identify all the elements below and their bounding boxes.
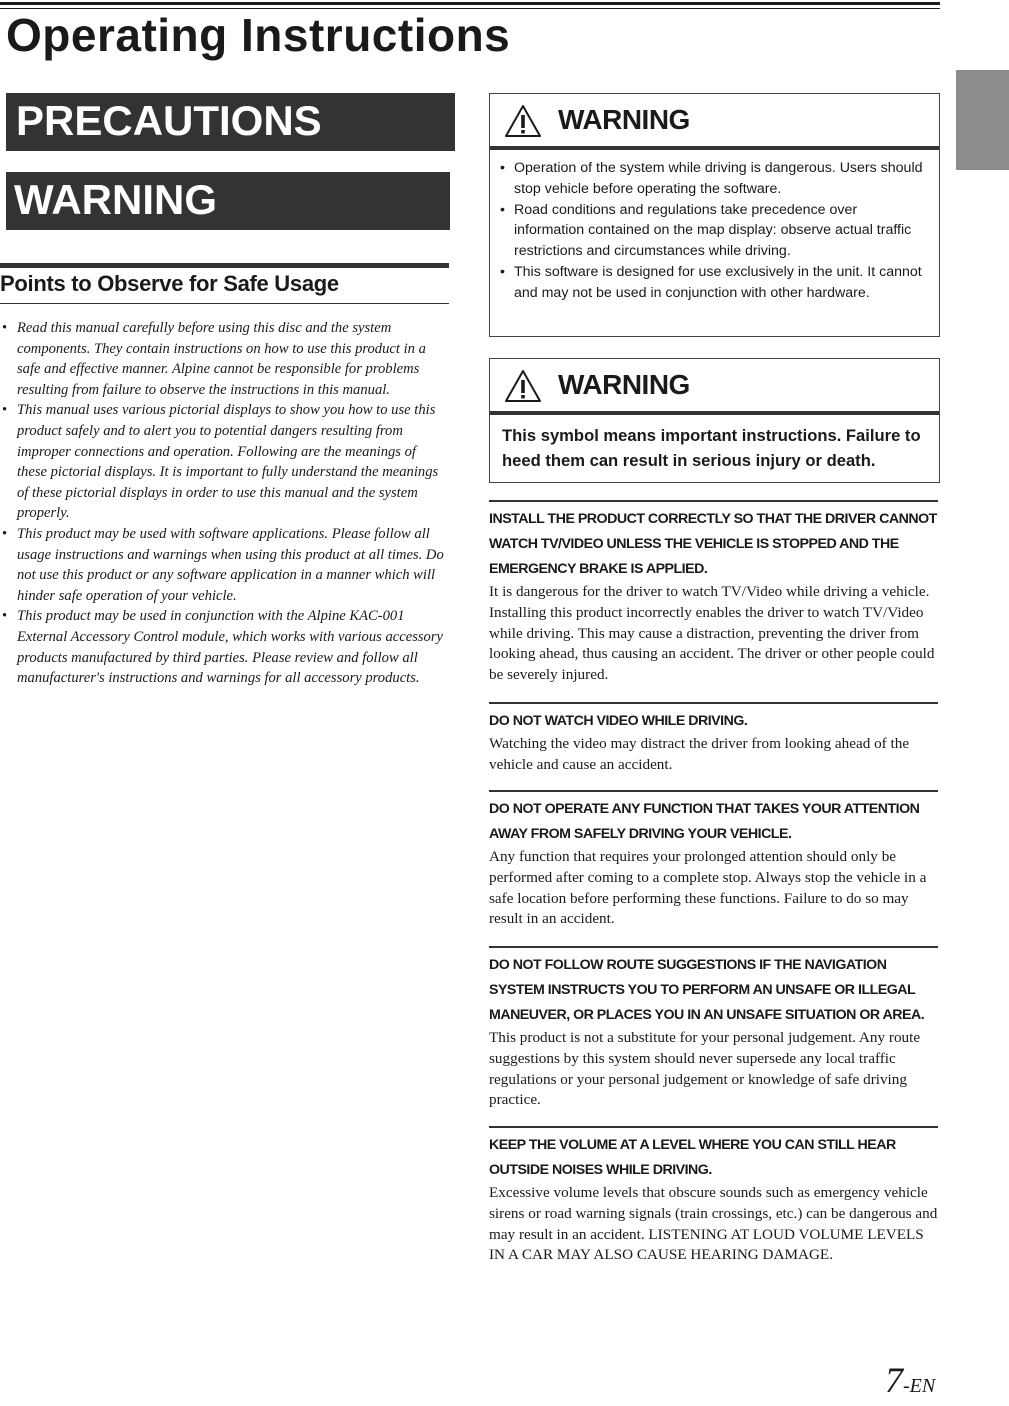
page-number-value: 7 <box>885 1360 903 1400</box>
warning-banner: WARNING <box>6 172 450 230</box>
section-heading: INSTALL THE PRODUCT CORRECTLY SO THAT THE DRIVER CANNOT WATCH TV/VIDEO UNLESS THE VEHICLE IS STOPPED AND THE EMERGENCY BRAKE IS APPLIED. <box>489 511 937 577</box>
page-title: Operating Instructions <box>6 9 511 61</box>
list-item: • Operation of the system while driving is dangerous. Users should stop vehicle before operating the software. <box>514 158 929 200</box>
section-body: This product is not a substitute for your personal judgement. Any route suggestions by this system should never supersede any local traffic regulations or your personal judgement or knowledge of safe driving practice. <box>489 1029 921 1109</box>
warning-symbol-text: This symbol means important instructions. Failure to heed them can result in serious injury or death. <box>502 426 921 470</box>
list-item: • Road conditions and regulations take precedence over information contained on the map display: observe actual traffic restrictions and circumstances while driving. <box>514 200 929 262</box>
list-item: • This product may be used in conjunction with the Alpine KAC-001 External Accessory Control module, which works with various accessory products manufactured by third parties. Please review and follow all manufacturer's instructions and warnings for all accessory products. <box>0 606 449 688</box>
safe-usage-list <box>0 318 449 689</box>
page-number <box>885 1360 935 1406</box>
section-heading: DO NOT OPERATE ANY FUNCTION THAT TAKES YOUR ATTENTION AWAY FROM SAFELY DRIVING YOUR VEHICLE. <box>489 801 920 842</box>
section-no-distraction <box>489 790 938 930</box>
warning-box-header <box>490 359 939 415</box>
section-install <box>489 500 938 686</box>
precautions-banner: PRECAUTIONS <box>6 93 455 151</box>
section-heading: DO NOT WATCH VIDEO WHILE DRIVING. <box>489 713 748 729</box>
section-no-video <box>489 702 938 776</box>
list-item: • This manual uses various pictorial displays to show you how to use this product safely and to alert you to potential dangers resulting from improper connections and operation. Following are the meanings of these pictorial displays. It is important to fully understand the meanings of these pictorial displays in order to use this manual and the system properly. <box>0 400 449 524</box>
section-side-tab <box>956 70 1009 170</box>
list-item: • Read this manual carefully before using this disc and the system components. They contain instructions on how to use this product in a safe and effective manner. Alpine cannot be responsible for problems resulting from failure to observe the instructions in this manual. <box>0 318 449 400</box>
section-body: Any function that requires your prolonged attention should only be performed after coming to a complete stop. Always stop the vehicle in a safe location before performing these functions. Failure to do so may result in an accident. <box>489 848 927 928</box>
section-volume <box>489 1126 938 1266</box>
warning-triangle-icon <box>504 369 542 403</box>
page-number-suffix: -EN <box>903 1375 936 1397</box>
warning-label: WARNING <box>558 104 690 135</box>
list-item: • This software is designed for use exclusively in the unit. It cannot and may not be used in conjunction with other hardware. <box>514 262 929 304</box>
section-route-suggestions <box>489 946 938 1111</box>
section-heading: KEEP THE VOLUME AT A LEVEL WHERE YOU CAN STILL HEAR OUTSIDE NOISES WHILE DRIVING. <box>489 1137 896 1178</box>
warning-box-header <box>490 94 939 150</box>
section-heading: DO NOT FOLLOW ROUTE SUGGESTIONS IF THE NAVIGATION SYSTEM INSTRUCTS YOU TO PERFORM AN UNSAFE OR ILLEGAL MANEUVER, OR PLACES YOU IN AN UNSAFE SITUATION OR AREA. <box>489 957 925 1023</box>
list-item: • This product may be used with software applications. Please follow all usage instructions and warnings when using this product at all times. Do not use this product or any software application in a manner which will hinder safe operation of your vehicle. <box>0 524 449 606</box>
warning-triangle-icon <box>504 104 542 138</box>
safe-usage-subheading: Points to Observe for Safe Usage <box>0 268 449 304</box>
section-body: Excessive volume levels that obscure sounds such as emergency vehicle sirens or road warning signals (train crossings, etc.) can be dangerous and may result in an accident. LISTENING AT LOUD VOLUME LEVELS IN A CAR MAY ALSO CAUSE HEARING DAMAGE. <box>489 1184 938 1264</box>
section-body: It is dangerous for the driver to watch TV/Video while driving a vehicle. Installing this product incorrectly enables the driver to watch TV/Video while driving. This may cause a distraction, preventing the driver from looking ahead, thus causing an accident. The driver or other people could be severely injured. <box>489 583 935 684</box>
warning-label: WARNING <box>558 369 690 400</box>
warning-box-operation <box>489 93 940 337</box>
top-rule <box>0 2 940 5</box>
section-body: Watching the video may distract the driver from looking ahead of the vehicle and cause an accident. <box>489 735 910 773</box>
warning-list <box>490 150 939 304</box>
warning-box-symbol <box>489 358 940 483</box>
